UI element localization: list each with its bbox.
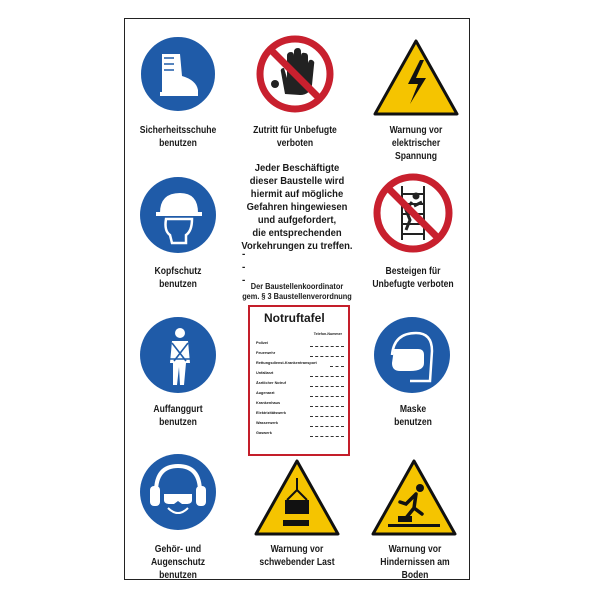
notice-dashes: - - -	[242, 249, 246, 286]
emergency-row: Elektrizitätswerk	[254, 409, 348, 418]
caption-suspended-load: Warnung vor schwebender Last	[259, 543, 335, 568]
emergency-row: Gaswerk	[254, 429, 348, 438]
safety-boot-icon	[138, 34, 218, 114]
emergency-row: Rettungsdienst-Krankentransport	[254, 359, 348, 368]
caption-no-climbing: Besteigen für Unbefugte verboten	[372, 265, 454, 290]
emergency-row: Ärztlicher Notruf	[254, 379, 348, 388]
caption-head-protection: Kopfschutz benutzen	[154, 265, 202, 290]
caption-electric: Warnung vor elektrischer Spannung	[389, 124, 443, 162]
emergency-row: Augenarzt	[254, 389, 348, 398]
suspended-load-icon	[253, 458, 341, 538]
face-mask-icon	[372, 315, 452, 395]
caption-mask: Maske benutzen	[394, 403, 432, 428]
no-climbing-icon	[372, 172, 454, 254]
emergency-row: Krankenhaus	[254, 399, 348, 408]
phone-number-header: Telefon-Nummer	[313, 332, 342, 336]
caption-floor-obstacle: Warnung vor Hindernissen am Boden	[380, 543, 450, 581]
stop-hand-icon	[255, 34, 335, 114]
emergency-numbers-panel	[248, 305, 350, 456]
emergency-row: Unfallarzt	[254, 369, 348, 378]
caption-harness: Auffanggurt benutzen	[153, 403, 203, 428]
trip-hazard-icon	[370, 458, 458, 538]
emergency-row: Polizei	[254, 339, 348, 348]
emergency-row: Wasserwerk	[254, 419, 348, 428]
notice-text: Jeder Beschäftigte dieser Baustelle wird hiermit auf mögliche Gefahren hingewiesen und aufgefordert, die entsprechenden Vorkehrungen zu treffen.	[241, 162, 353, 252]
notruftafel-title: Notruftafel	[264, 311, 325, 325]
coordinator-text: Der Baustellenkoordinator gem. § 3 Baustellenverordnung	[242, 282, 352, 301]
ear-eye-protection-icon	[138, 452, 218, 532]
caption-ear-eye: Gehör- und Augenschutz benutzen	[150, 543, 206, 581]
high-voltage-icon	[372, 38, 460, 118]
emergency-row: Feuerwehr	[254, 349, 348, 358]
caption-no-entry: Zutritt für Unbefugte verboten	[253, 124, 337, 149]
caption-safety-shoes: Sicherheitsschuhe benutzen	[139, 124, 217, 149]
hard-hat-icon	[138, 175, 218, 255]
safety-harness-icon	[138, 315, 218, 395]
